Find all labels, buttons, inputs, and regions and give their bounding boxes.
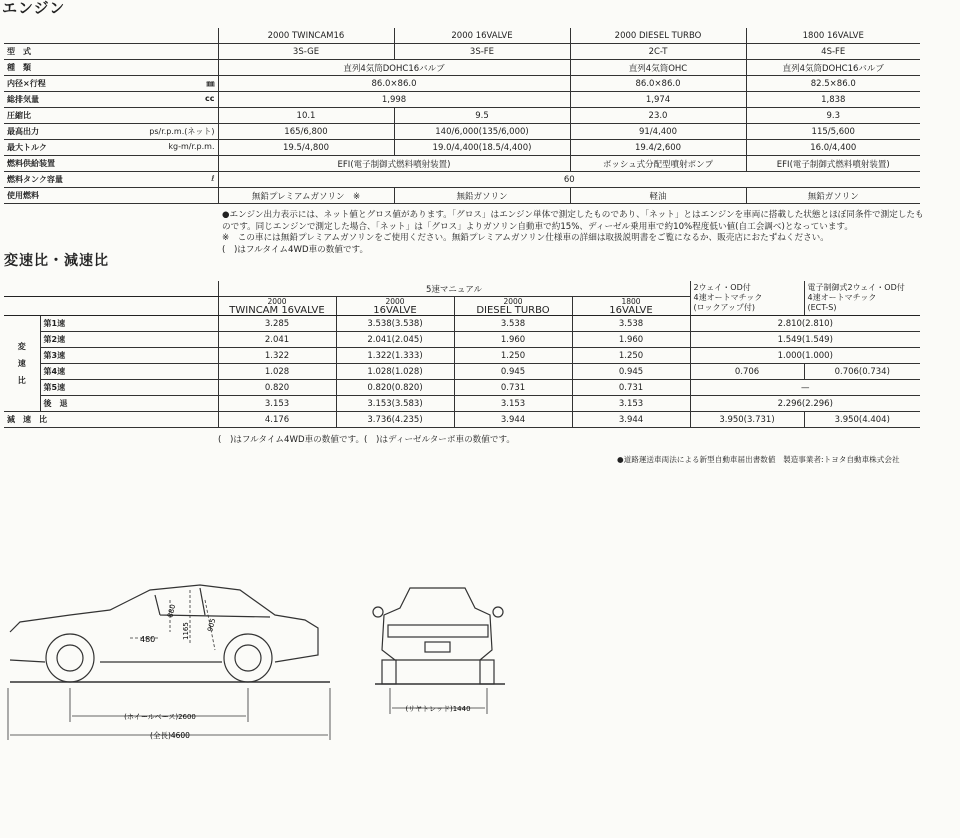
table-cell: 86.0×86.0	[218, 76, 570, 92]
dim-480-label: 480	[140, 635, 156, 644]
row-unit: ㎜	[206, 79, 215, 88]
table-cell: 1.028	[218, 364, 336, 380]
table-cell: EFI(電子制御式燃料噴射装置)	[746, 156, 920, 172]
table-cell: 4.176	[218, 412, 336, 428]
row-label: 燃料タンク容量	[7, 175, 63, 184]
row-label: 後 退	[40, 396, 218, 412]
row-label: 総排気量	[7, 95, 39, 104]
table-cell: 2.041	[218, 332, 336, 348]
table-cell: 3.736(4.235)	[336, 412, 454, 428]
table-cell: 3.950(3.731)	[690, 412, 804, 428]
table-cell: 軽油	[570, 188, 746, 204]
table-row	[4, 60, 920, 76]
table-cell: 3.538(3.538)	[336, 316, 454, 332]
side-label: 変 速 比	[4, 316, 40, 412]
rear-tread-label: (リヤトレッド)1440	[405, 705, 471, 713]
engine-col-header: 1800 16VALVE	[746, 28, 920, 44]
table-cell: 1,998	[218, 92, 570, 108]
table-cell: 3.153(3.583)	[336, 396, 454, 412]
table-cell: 2.041(2.045)	[336, 332, 454, 348]
table-row	[4, 364, 920, 380]
row-label: 最高出力	[7, 127, 39, 136]
dim-880-label: 880	[166, 603, 178, 619]
table-row	[4, 412, 920, 428]
row-label: 最大トルク	[7, 143, 47, 152]
table-cell: 140/6,000(135/6,000)	[394, 124, 570, 140]
table-row	[4, 76, 920, 92]
row-unit: cc	[205, 94, 215, 103]
table-cell: 3.153	[572, 396, 690, 412]
table-cell: 23.0	[570, 108, 746, 124]
table-cell: 1.322	[218, 348, 336, 364]
row-label: 第1速	[40, 316, 218, 332]
table-cell: 86.0×86.0	[570, 76, 746, 92]
row-label: 内径×行程	[7, 79, 46, 88]
gear-col-header: 2000 DIESEL TURBO	[454, 297, 572, 316]
table-cell: 直列4気筒DOHC16バルブ	[218, 60, 570, 76]
table-cell: 無鉛プレミアムガソリン ※	[218, 188, 394, 204]
table-cell: 1.250	[454, 348, 572, 364]
row-label: 使用燃料	[4, 188, 218, 204]
gear-section-title: 変速比・減速比	[4, 253, 109, 269]
table-cell: 0.945	[572, 364, 690, 380]
gear-group-row	[4, 281, 920, 297]
ect-header: 電子制御式2ウェイ・OD付 4速オートマチック (ECT-S)	[804, 281, 920, 316]
table-row	[4, 124, 920, 140]
table-row	[4, 380, 920, 396]
engine-col-header: 2000 TWINCAM16	[218, 28, 394, 44]
table-cell: 0.706	[690, 364, 804, 380]
gear-col-header: 1800 16VALVE	[572, 297, 690, 316]
table-cell: 19.5/4,800	[218, 140, 394, 156]
dim-905-label: 905	[206, 617, 218, 633]
row-label: 種 類	[4, 60, 218, 76]
table-cell: 1,974	[570, 92, 746, 108]
table-cell: 無鉛ガソリン	[394, 188, 570, 204]
note-text: ●エンジン出力表示には、ネット値とグロス値があります。「グロス」はエンジン単体で測定したものであり、「ネット」とはエンジンを車両に搭載した状態とほぼ同条件で測定したものです。同じエンジンで測定した場合、「ネット」は「グロス」よりガソリン自動車で約15%、ディーゼル乗用車で約10%程度低い値(自工会調べ)となっています。	[222, 210, 924, 232]
table-cell: 2.296(2.296)	[690, 396, 920, 412]
table-cell: 16.0/4,400	[746, 140, 920, 156]
table-cell: 3.950(4.404)	[804, 412, 920, 428]
note-text: ※ この車には無鉛プレミアムガソリンをご使用ください。無鉛プレミアムガソリン仕様車の詳細は取扱説明書をご覧になるか、販売店におたずねください。	[222, 233, 829, 243]
table-row	[4, 172, 920, 188]
table-row	[4, 348, 920, 364]
note-text: ( )はフルタイム4WD車の数値です。	[222, 244, 369, 255]
table-row	[4, 188, 920, 204]
gear-ratio-table	[4, 281, 920, 428]
table-cell: 1.549(1.549)	[690, 332, 920, 348]
wheelbase-label: (ホイールベース)2600	[124, 713, 196, 721]
table-cell: 1.960	[454, 332, 572, 348]
row-label: 減 速 比	[4, 412, 218, 428]
row-unit: ps/r.p.m.(ネット)	[149, 127, 215, 136]
engine-spec-table	[4, 28, 920, 204]
model-code: 3S-FE	[394, 44, 570, 60]
table-cell: 19.0/4,400(18.5/4,400)	[394, 140, 570, 156]
table-row	[4, 156, 920, 172]
row-label: 第5速	[40, 380, 218, 396]
at-header: 2ウェイ・OD付 4速オートマチック (ロックアップ付)	[690, 281, 804, 316]
table-cell: 2.810(2.810)	[690, 316, 920, 332]
table-cell: 3.285	[218, 316, 336, 332]
engine-col-header: 2000 16VALVE	[394, 28, 570, 44]
table-cell: 115/5,600	[746, 124, 920, 140]
table-cell: 1.000(1.000)	[690, 348, 920, 364]
row-label: 型 式	[4, 44, 218, 60]
table-cell: 1.028(1.028)	[336, 364, 454, 380]
row-label: 燃料供給装置	[4, 156, 218, 172]
engine-col-header: 2000 DIESEL TURBO	[570, 28, 746, 44]
row-label: 第2速	[40, 332, 218, 348]
table-cell: 1.250	[572, 348, 690, 364]
car-rear-view-diagram	[370, 580, 510, 720]
row-label: 圧縮比	[4, 108, 218, 124]
table-cell: 165/6,800	[218, 124, 394, 140]
gear-note: ( )はフルタイム4WD車の数値です。( )はディーゼルターボ車の数値です。	[218, 435, 515, 445]
table-cell: EFI(電子制御式燃料噴射装置)	[218, 156, 570, 172]
footer-note: ●道路運送車両法による新型自動車届出書数値 製造事業者:トヨタ自動車株式会社	[617, 455, 900, 464]
table-cell: 直列4気筒OHC	[570, 60, 746, 76]
engine-notes	[222, 210, 932, 256]
row-label: 第3速	[40, 348, 218, 364]
row-label: 第4速	[40, 364, 218, 380]
table-row	[4, 396, 920, 412]
table-cell: 3.944	[454, 412, 572, 428]
car-side-view-diagram	[0, 570, 350, 750]
model-code: 3S-GE	[218, 44, 394, 60]
dim-1165-label: 1165	[182, 622, 190, 640]
table-cell: 3.538	[454, 316, 572, 332]
row-unit: ℓ	[211, 174, 215, 183]
table-cell: ボッシュ式分配型噴射ポンプ	[570, 156, 746, 172]
model-code: 4S-FE	[746, 44, 920, 60]
table-row	[4, 44, 920, 60]
table-cell: 9.5	[394, 108, 570, 124]
table-row	[4, 108, 920, 124]
table-cell: 3.153	[454, 396, 572, 412]
row-unit: kg-m/r.p.m.	[168, 142, 215, 151]
gear-col-header: 2000 TWINCAM 16VALVE	[218, 297, 336, 316]
table-cell: 10.1	[218, 108, 394, 124]
manual-group-header: 5速マニュアル	[218, 281, 690, 297]
table-cell: 1.322(1.333)	[336, 348, 454, 364]
table-cell: 0.706(0.734)	[804, 364, 920, 380]
table-cell: 19.4/2,600	[570, 140, 746, 156]
table-cell: 無鉛ガソリン	[746, 188, 920, 204]
engine-section-title: エンジン	[2, 0, 66, 17]
table-cell: 直列4気筒DOHC16バルブ	[746, 60, 920, 76]
table-cell: 3.944	[572, 412, 690, 428]
table-cell: 3.538	[572, 316, 690, 332]
model-code: 2C-T	[570, 44, 746, 60]
table-cell: 0.731	[454, 380, 572, 396]
table-cell: 1,838	[746, 92, 920, 108]
table-cell: 0.820(0.820)	[336, 380, 454, 396]
table-row	[4, 332, 920, 348]
table-cell: 0.820	[218, 380, 336, 396]
table-row	[4, 316, 920, 332]
length-label: (全長)4600	[150, 731, 190, 740]
table-cell: 91/4,400	[570, 124, 746, 140]
table-cell: 1.960	[572, 332, 690, 348]
table-cell: 0.945	[454, 364, 572, 380]
table-cell: 60	[218, 172, 920, 188]
table-cell: —	[690, 380, 920, 396]
table-row	[4, 140, 920, 156]
gear-col-header: 2000 16VALVE	[336, 297, 454, 316]
table-cell: 9.3	[746, 108, 920, 124]
engine-header-row	[4, 28, 920, 44]
table-cell: 82.5×86.0	[746, 76, 920, 92]
table-cell: 0.731	[572, 380, 690, 396]
table-row	[4, 92, 920, 108]
table-cell: 3.153	[218, 396, 336, 412]
